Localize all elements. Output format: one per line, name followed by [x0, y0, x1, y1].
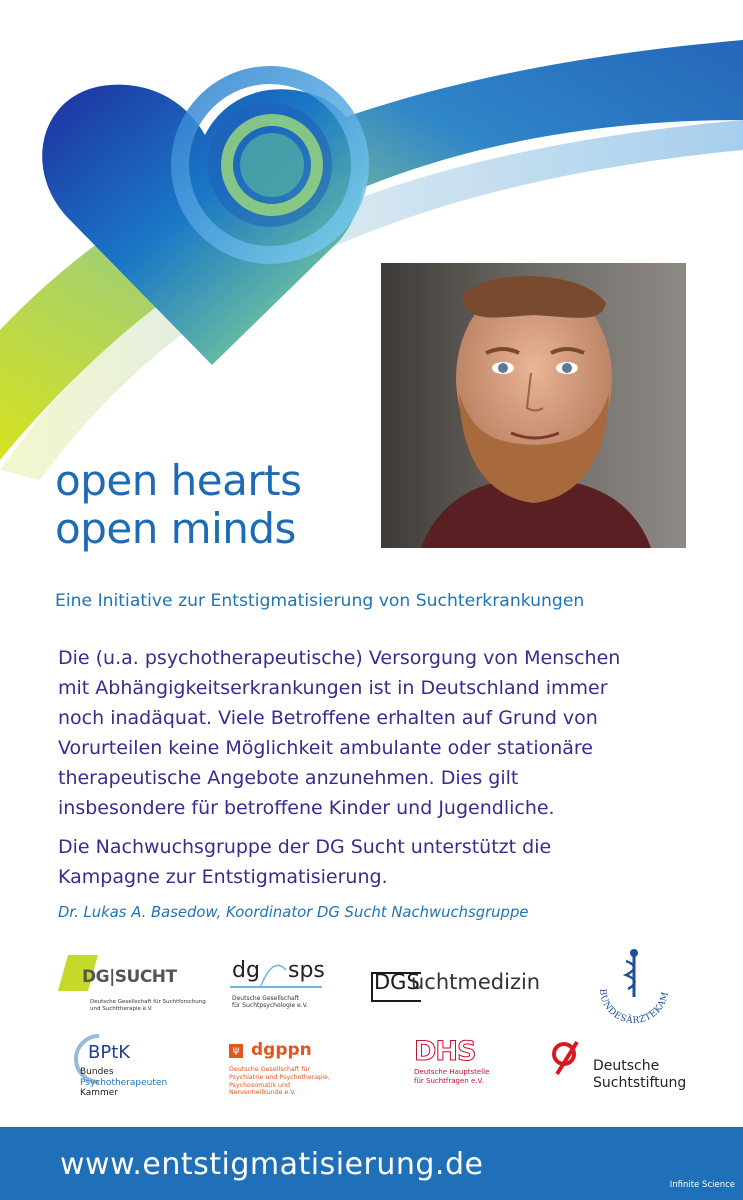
dhs-l1: Deutsche Hauptstelle [414, 1068, 490, 1076]
dg-sucht-mark: DG|SUCHT [82, 967, 177, 987]
body-line: mit Abhängigkeitserkrankungen ist in Deutschland immer [58, 677, 608, 699]
publisher-credit: Infinite Science [669, 1180, 735, 1190]
bptk-mark: BPtK [88, 1042, 131, 1063]
body-line: Die Nachwuchsgruppe der DG Sucht unterstützt die [58, 836, 552, 858]
portrait-photo [381, 263, 686, 548]
logo-dg-sucht [58, 955, 206, 1015]
dgppn-l2: Psychiatrie und Psychotherapie, [229, 1073, 330, 1081]
dhs-l2: für Suchtfragen e.V. [414, 1076, 484, 1085]
logo-dgppn [229, 1042, 359, 1104]
logo-dg-suchtmedizin [371, 967, 556, 1001]
dss-l2: Suchtstiftung [593, 1075, 687, 1091]
svg-text:BUNDESÄRZTEKAMMER [590, 945, 671, 1026]
dgsps-caption-1: Deutsche Gesellschaft [232, 995, 300, 1002]
body-line: therapeutische Angebote anzunehmen. Dies gilt [58, 767, 519, 789]
body-line: insbesondere für betroffene Kinder und Jugendliche. [58, 797, 555, 819]
slogan-line-1: open hearts [55, 456, 302, 505]
dgsm-b: uchtmedizin [411, 970, 541, 994]
bptk-l2: Psychotherapeuten [80, 1077, 168, 1088]
author-signature: Dr. Lukas A. Basedow, Koordinator DG Sucht Nachwuchsgruppe [58, 904, 529, 921]
logo-bptk [74, 1034, 184, 1104]
bptk-l3: Kammer [80, 1088, 119, 1098]
logo-dhs [412, 1036, 502, 1090]
baek-arc-text: BUNDESÄRZTEKAM [596, 988, 672, 1027]
subtitle: Eine Initiative zur Entstigmatisierung von Suchterkrankungen [55, 591, 585, 611]
dgppn-mark: dgppn [251, 1040, 312, 1060]
dgppn-l1: Deutsche Gesellschaft für [229, 1066, 311, 1073]
dgppn-l3: Psychosomatik und [229, 1081, 290, 1089]
body-line: Kampagne zur Entstigmatisierung. [58, 866, 388, 888]
bptk-l1: Bundes [80, 1067, 114, 1077]
dgsps-b: sps [288, 958, 325, 983]
body-paragraph-1 [58, 643, 620, 823]
logo-deutsche-suchtstiftung [551, 1040, 691, 1092]
suchtstiftung-icon [551, 1040, 581, 1076]
dg-sucht-caption-2: und Suchttherapie e.V. [90, 1006, 153, 1012]
logo-dgsps [230, 958, 340, 1013]
website-url[interactable]: www.entstigmatisierung.de [60, 1147, 484, 1182]
body-line: noch inadäquat. Viele Betroffene erhalten auf Grund von [58, 707, 598, 729]
dgppn-l4: Nervenheilkunde e.V. [229, 1089, 296, 1097]
psi-icon: ψ [229, 1044, 243, 1058]
dgsm-a: DGS [374, 970, 420, 994]
dgsps-a: dg [232, 958, 260, 983]
logo-bundesaerztekammer [590, 945, 678, 1027]
body-line: Die (u.a. psychotherapeutische) Versorgung von Menschen [58, 647, 621, 669]
body-line: Vorurteilen keine Möglichkeit ambulante oder stationäre [58, 737, 593, 759]
body-paragraph-2 [58, 832, 551, 892]
dss-l1: Deutsche [593, 1058, 660, 1074]
dgsps-caption-2: für Suchtpsychologie e.V. [232, 1002, 308, 1009]
dg-sucht-caption-1: Deutsche Gesellschaft für Suchtforschung [90, 999, 206, 1005]
dhs-mark: DHS [414, 1036, 476, 1067]
slogan-line-2: open minds [55, 504, 296, 553]
